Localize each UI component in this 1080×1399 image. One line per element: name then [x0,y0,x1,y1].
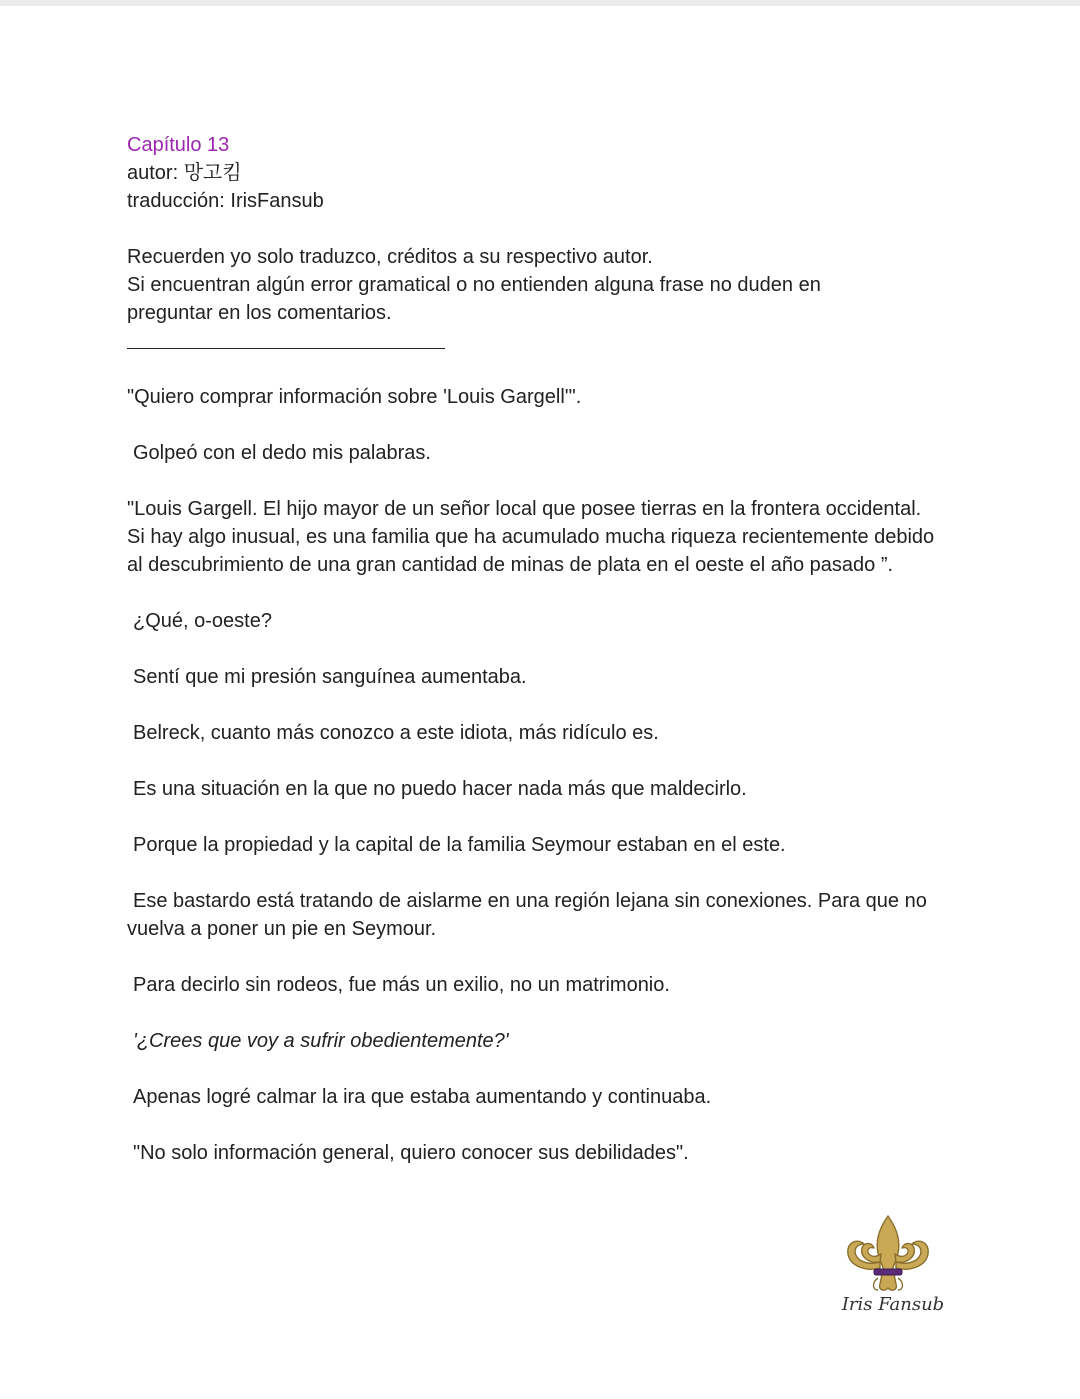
iris-fansub-logo [838,1212,948,1322]
top-strip [0,0,1080,6]
paragraph: "No solo información general, quiero conocer sus debilidades". [133,1142,689,1164]
chapter-title: Capítulo 13 [127,134,230,156]
spacer [127,215,957,243]
paragraph: Es una situación en la que no puedo hacer nada más que maldecirlo. [133,778,747,800]
notice-line-1: Recuerden yo solo traduzco, créditos a su respectivo autor. [127,246,653,268]
fleur-de-lis-icon [838,1212,948,1297]
separator-line [127,348,445,349]
paragraph: ¿Qué, o-oeste? [133,610,272,632]
document-page [127,131,957,1195]
paragraph: Ese bastardo está tratando de aislarme en una región lejana sin conexiones. Para que no vuelva a poner un pie en Seymour. [127,890,927,940]
paragraph: Sentí que mi presión sanguínea aumentaba. [133,666,527,688]
paragraph: "Louis Gargell. El hijo mayor de un señor local que posee tierras en la frontera occidental. Si hay algo inusual, es una familia que ha acumulado mucha riqueza recientemente debido al descubrimiento de una gran cantidad de minas de plata en el oeste el año pasado ”. [127,498,935,576]
paragraph-italic: '¿Crees que voy a sufrir obedientemente?' [133,1030,509,1052]
paragraph: Golpeó con el dedo mis palabras. [133,442,431,464]
paragraph: Apenas logré calmar la ira que estaba aumentando y continuaba. [133,1086,712,1108]
paragraph: Porque la propiedad y la capital de la familia Seymour estaban en el este. [133,834,786,856]
notice-line-2: Si encuentran algún error gramatical o no entienden alguna frase no duden en preguntar en los comentarios. [127,274,821,324]
paragraph: "Quiero comprar información sobre 'Louis Gargell'". [127,386,582,408]
translation-line: traducción: IrisFansub [127,190,324,212]
author-line: autor: 망고킴 [127,162,242,184]
paragraph: Para decirlo sin rodeos, fue más un exilio, no un matrimonio. [133,974,670,996]
paragraph: Belreck, cuanto más conozco a este idiota, más ridículo es. [133,722,659,744]
logo-text: Iris Fansub [841,1294,945,1315]
